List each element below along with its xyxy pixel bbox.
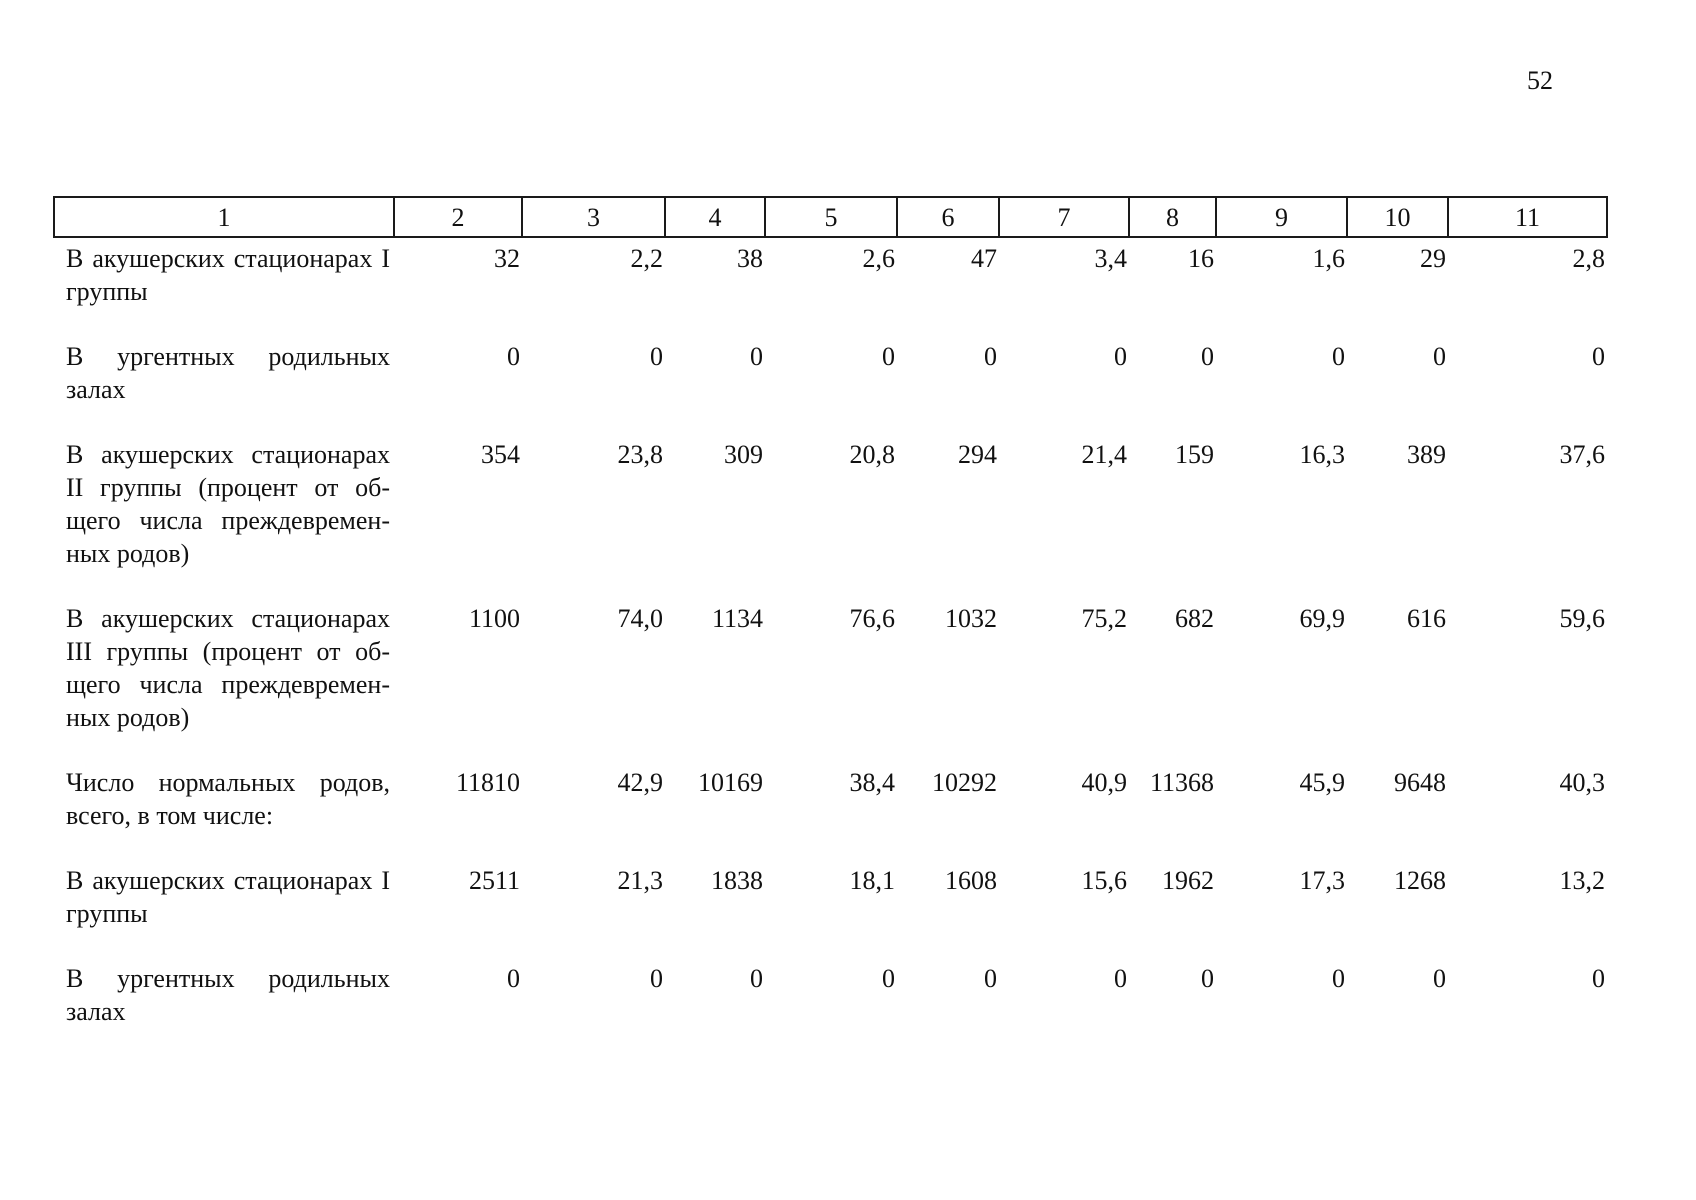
column-header: 1 xyxy=(54,197,394,237)
table-cell: 0 xyxy=(1592,342,1605,371)
table-cell: 20,8 xyxy=(849,440,895,469)
row-label: В ургентных родильных залах xyxy=(66,964,390,1026)
table-cell: 16,3 xyxy=(1299,440,1345,469)
table-row xyxy=(54,237,1607,336)
table-cell: 0 xyxy=(984,342,997,371)
table-cell: 0 xyxy=(1592,964,1605,993)
table-cell: 0 xyxy=(507,964,520,993)
table-row xyxy=(54,762,1607,860)
column-header: 11 xyxy=(1448,197,1607,237)
table-cell: 1268 xyxy=(1394,866,1446,895)
table-row xyxy=(54,958,1607,1038)
table-cell: 75,2 xyxy=(1081,604,1127,633)
table-cell: 0 xyxy=(750,964,763,993)
table-cell: 59,6 xyxy=(1559,604,1605,633)
page-number: 52 xyxy=(1527,66,1553,95)
table-cell: 616 xyxy=(1407,604,1446,633)
column-header: 4 xyxy=(665,197,765,237)
table-cell: 10169 xyxy=(698,768,763,797)
table-cell: 159 xyxy=(1175,440,1214,469)
table-cell: 11368 xyxy=(1149,768,1214,797)
table-cell: 37,6 xyxy=(1559,440,1605,469)
table-cell: 47 xyxy=(971,244,997,273)
table-cell: 0 xyxy=(984,964,997,993)
table-cell: 38,4 xyxy=(849,768,895,797)
table-cell: 23,8 xyxy=(617,440,663,469)
column-header: 3 xyxy=(522,197,665,237)
table-cell: 0 xyxy=(1332,342,1345,371)
column-number-row xyxy=(54,197,1607,237)
table-cell: 17,3 xyxy=(1299,866,1345,895)
table-cell: 0 xyxy=(650,342,663,371)
table-cell: 45,9 xyxy=(1299,768,1345,797)
table-cell: 3,4 xyxy=(1094,244,1127,273)
table-cell: 0 xyxy=(750,342,763,371)
table-cell: 9648 xyxy=(1394,768,1446,797)
table-cell: 354 xyxy=(481,440,520,469)
table-row xyxy=(54,336,1607,434)
table-cell: 13,2 xyxy=(1559,866,1605,895)
table-cell: 2,2 xyxy=(630,244,663,273)
table-cell: 1134 xyxy=(711,604,763,633)
table-cell: 1962 xyxy=(1162,866,1214,895)
table-cell: 76,6 xyxy=(849,604,895,633)
table-cell: 21,4 xyxy=(1081,440,1127,469)
table-cell: 1608 xyxy=(945,866,997,895)
table-cell: 18,1 xyxy=(849,866,895,895)
table-cell: 0 xyxy=(882,342,895,371)
table-cell: 42,9 xyxy=(617,768,663,797)
row-label: В акушерских стационарах I группы xyxy=(66,244,390,306)
table-row xyxy=(54,860,1607,958)
table-cell: 32 xyxy=(494,244,520,273)
table-cell: 29 xyxy=(1420,244,1446,273)
table-cell: 0 xyxy=(1114,964,1127,993)
table-cell: 2511 xyxy=(468,866,520,895)
table-cell: 2,6 xyxy=(862,244,895,273)
table-cell: 10292 xyxy=(932,768,997,797)
table-cell: 0 xyxy=(882,964,895,993)
table-cell: 74,0 xyxy=(617,604,663,633)
table-cell: 40,9 xyxy=(1081,768,1127,797)
table-cell: 40,3 xyxy=(1559,768,1605,797)
table-cell: 1838 xyxy=(711,866,763,895)
table-cell: 0 xyxy=(1201,342,1214,371)
column-header: 9 xyxy=(1216,197,1347,237)
column-header: 8 xyxy=(1129,197,1216,237)
table-cell: 1032 xyxy=(945,604,997,633)
column-header: 6 xyxy=(897,197,999,237)
row-label: Число нормальных родов, всего, в том числе: xyxy=(66,768,390,830)
table-cell: 16 xyxy=(1188,244,1214,273)
table-cell: 0 xyxy=(507,342,520,371)
table-cell: 0 xyxy=(1201,964,1214,993)
row-label: В акушерских стационарах I группы xyxy=(66,866,390,928)
table-cell: 1100 xyxy=(468,604,520,633)
table-cell: 0 xyxy=(1332,964,1345,993)
table-cell: 11810 xyxy=(455,768,520,797)
statistics-table xyxy=(53,196,1608,1038)
column-header: 10 xyxy=(1347,197,1448,237)
table-row xyxy=(54,598,1607,762)
table-cell: 0 xyxy=(1114,342,1127,371)
row-label: В акушерских стационарах II группы (процент от общего числа преждевременных родов) xyxy=(66,440,390,568)
table-cell: 0 xyxy=(1433,342,1446,371)
table-cell: 69,9 xyxy=(1299,604,1345,633)
table-cell: 294 xyxy=(958,440,997,469)
table-cell: 682 xyxy=(1175,604,1214,633)
table-cell: 21,3 xyxy=(617,866,663,895)
column-header: 2 xyxy=(394,197,522,237)
table-cell: 0 xyxy=(650,964,663,993)
table-cell: 38 xyxy=(737,244,763,273)
table-cell: 309 xyxy=(724,440,763,469)
row-label: В ургентных родильных залах xyxy=(66,342,390,404)
row-label: В акушерских стационарах III группы (процент от общего числа преждевременных родов) xyxy=(66,604,390,732)
table-row xyxy=(54,434,1607,598)
table-cell: 15,6 xyxy=(1081,866,1127,895)
table-cell: 389 xyxy=(1407,440,1446,469)
table-cell: 0 xyxy=(1433,964,1446,993)
table-cell: 2,8 xyxy=(1572,244,1605,273)
column-header: 5 xyxy=(765,197,897,237)
column-header: 7 xyxy=(999,197,1129,237)
table-cell: 1,6 xyxy=(1312,244,1345,273)
